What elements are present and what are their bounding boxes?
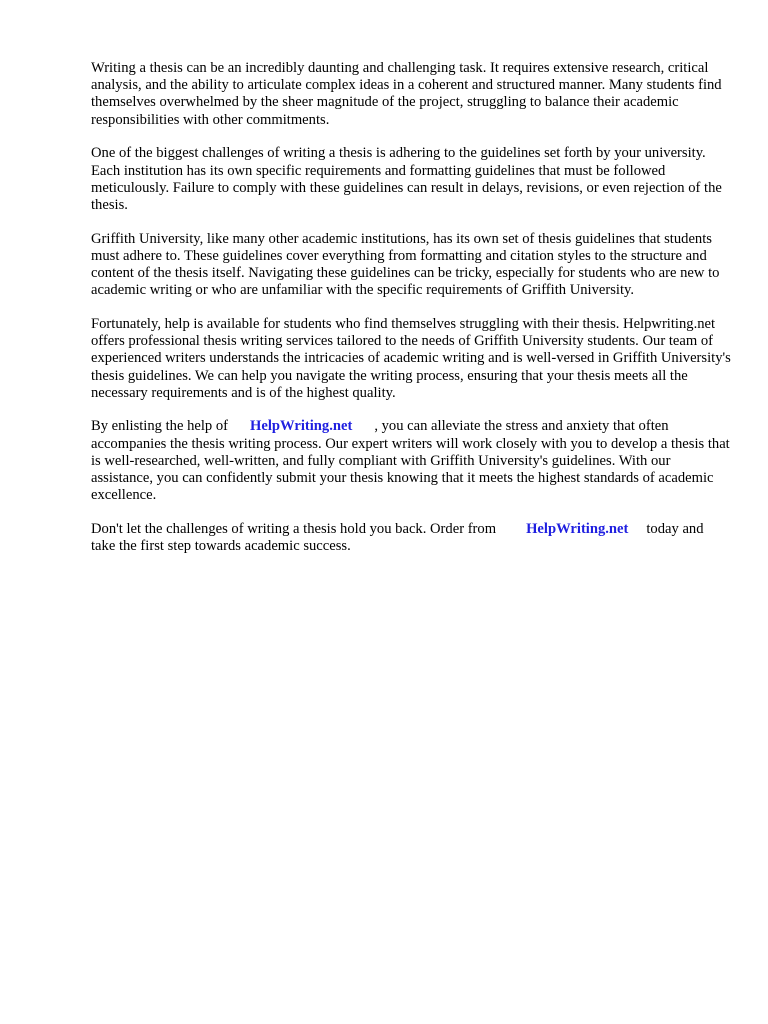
paragraph-enlisting-text-before: By enlisting the help of <box>91 418 229 435</box>
paragraph-help-available: Fortunately, help is available for students who find themselves struggling with their thesis. Helpwriting.net offers professional thesis writing services tailored to the needs of Griffith University students. Our team of experienced writers understands the intricacies of academic writing and is well-versed in Griffith University's thesis guidelines. We can help you navigate the writing process, ensuring that your thesis meets all the necessary requirements and is of the highest quality. <box>91 315 731 401</box>
paragraph-enlisting-text-after: , you can alleviate the stress and anxiety that often accompanies the thesis writing process. Our expert writers will work closely with you to develop a thesis that is well-researched, well-written, and fully compliant with Griffith University's guidelines. With our assistance, you can confidently submit your thesis knowing that it meets the highest standards of academic excellence. <box>91 418 730 504</box>
paragraph-cta-text-after: today and take the first step towards academic success. <box>91 520 704 555</box>
paragraph-cta-text-before: Don't let the challenges of writing a thesis hold you back. Order from <box>91 520 497 537</box>
paragraph-enlisting-help <box>91 418 731 504</box>
document-body <box>91 60 731 572</box>
helpwriting-link[interactable]: HelpWriting.net <box>250 418 353 435</box>
paragraph-guidelines-challenge: One of the biggest challenges of writing a thesis is adhering to the guidelines set forth by your university. Each institution has its own specific requirements and formatting guidelines that must be followed meticulously. Failure to comply with these guidelines can result in delays, revisions, or even rejection of the thesis. <box>91 145 722 213</box>
paragraph-griffith-guidelines: Griffith University, like many other academic institutions, has its own set of thesis guidelines that students must adhere to. These guidelines cover everything from formatting and citation styles to the structure and content of the thesis itself. Navigating these guidelines can be tricky, especially for students who are new to academic writing or who are unfamiliar with the specific requirements of Griffith University. <box>91 230 720 299</box>
paragraph-intro: Writing a thesis can be an incredibly daunting and challenging task. It requires extensive research, critical analysis, and the ability to articulate complex ideas in a coherent and structured manner. Many students find themselves overwhelmed by the sheer magnitude of the project, struggling to balance their academic responsibilities with other commitments. <box>91 60 722 128</box>
helpwriting-order-link[interactable]: HelpWriting.net <box>526 520 629 537</box>
paragraph-call-to-action <box>91 521 731 555</box>
